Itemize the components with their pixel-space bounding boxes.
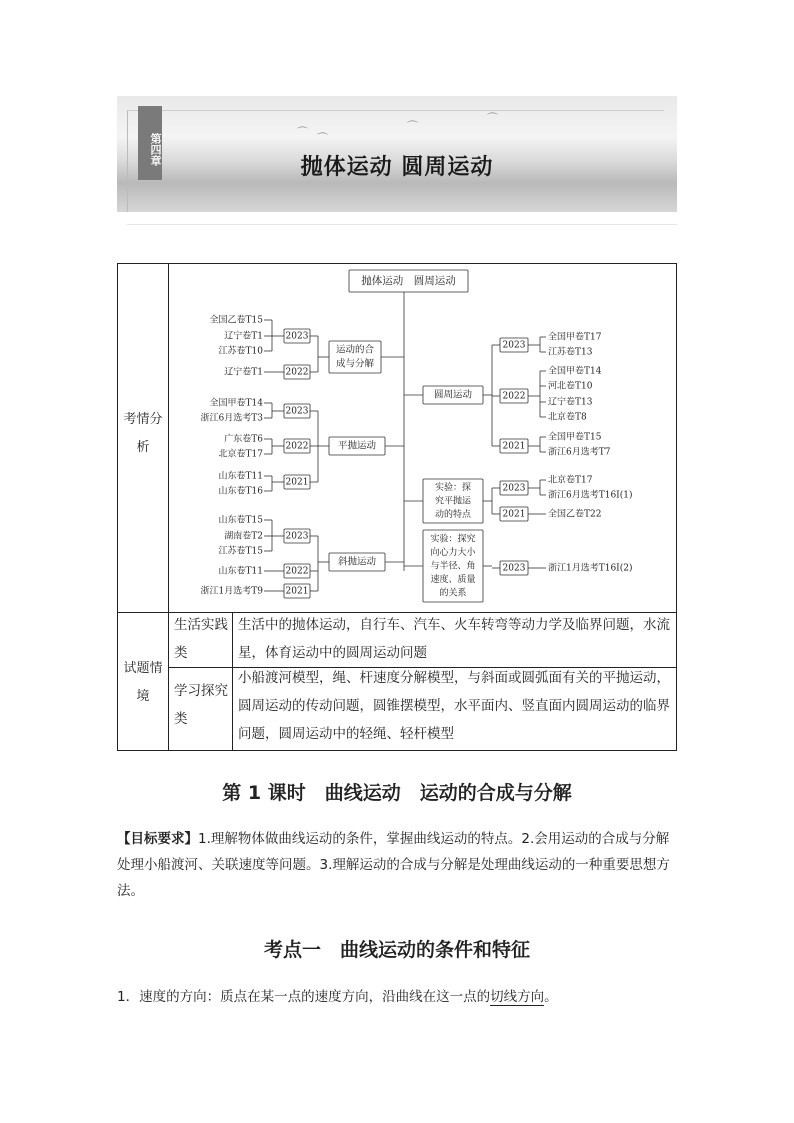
- year-label: 2022: [285, 367, 309, 378]
- situation-content: 生活中的抛体运动，自行车、汽车、火车转弯等动力学及临界问题，水流星，体育运动中的圆周运动问题: [238, 617, 670, 661]
- exam-item: 全国甲卷T15: [548, 432, 602, 443]
- point-1-prefix: 1．速度的方向：质点在某一点的速度方向，沿曲线在这一点的: [117, 989, 491, 1005]
- branch-label: 的关系: [439, 588, 467, 599]
- point-1-suffix: 。: [544, 989, 558, 1005]
- branch-label: 究平抛运: [434, 496, 472, 507]
- bird-icon: ⌒: [317, 132, 328, 145]
- exam-item: 全国乙卷T15: [209, 315, 263, 326]
- table-divider: [232, 612, 233, 751]
- situation-type: 学习探究类: [174, 683, 228, 727]
- branch-label: 实验：探究: [430, 534, 476, 545]
- year-label: 2023: [285, 531, 309, 542]
- lesson-title: 第 1 课时 曲线运动 运动的合成与分解: [222, 782, 572, 804]
- branch-label: 动的特点: [434, 510, 472, 520]
- branch-label: 与半径、角: [430, 561, 476, 572]
- exam-item: 全国甲卷T14: [548, 366, 602, 377]
- exam-item: 江苏卷T10: [218, 346, 263, 357]
- year-label: 2023: [502, 563, 526, 574]
- goals-text: 1.理解物体做曲线运动的条件，掌握曲线运动的特点。2.会用运动的合成与分解处理小船渡河、关联速度等问题。3.理解运动的合成与分解是处理曲线运动的一种重要思想方法。: [117, 831, 670, 899]
- exam-item: 山东卷T16: [218, 486, 263, 497]
- exam-item: 广东卷T6: [224, 434, 263, 445]
- exam-item: 辽宁卷T1: [224, 331, 263, 342]
- exam-item: 浙江6月选考T7: [548, 447, 611, 458]
- analysis-label: 考情分析: [123, 412, 163, 455]
- exam-item: 全国乙卷T22: [548, 509, 602, 520]
- year-label: 2021: [285, 586, 309, 597]
- exam-item: 辽宁卷T1: [224, 367, 263, 378]
- bird-icon: ⌒: [407, 120, 418, 133]
- year-label: 2022: [502, 391, 526, 402]
- year-label: 2023: [502, 340, 526, 351]
- exam-item: 北京卷T8: [548, 412, 587, 423]
- branch-label: 实验：探: [434, 483, 472, 493]
- branch-label: 成与分解: [335, 358, 375, 370]
- exam-item: 浙江6月选考T16Ⅰ(1): [548, 490, 633, 501]
- situation-content: 小船渡河模型，绳、杆速度分解模型，与斜面或圆弧面有关的平抛运动，圆周运动的传动问题，圆锥摆模型，水平面内、竖直面内圆周运动的临界问题，圆周运动中的轻绳、轻杆模型: [238, 670, 670, 742]
- branch-label: 向心力大小: [430, 548, 476, 558]
- year-label: 2022: [285, 441, 309, 452]
- section-title: 考点一 曲线运动的条件和特征: [263, 939, 530, 961]
- branch-label: 运动的合: [335, 344, 375, 356]
- exam-item: 北京卷T17: [218, 449, 263, 460]
- exam-item: 山东卷T11: [218, 566, 263, 577]
- exam-item: 江苏卷T15: [218, 546, 263, 557]
- exam-item: 全国甲卷T17: [548, 332, 602, 343]
- chapter-tag: 第四章: [138, 106, 162, 180]
- bird-icon: ⌒: [297, 126, 308, 139]
- chapter-title: 抛体运动 圆周运动: [300, 155, 494, 180]
- root-label: 抛体运动 圆周运动: [361, 275, 456, 287]
- branch-label: 平抛运动: [337, 440, 377, 452]
- year-label: 2021: [502, 509, 526, 520]
- point-1: [117, 985, 558, 1005]
- exam-item: 浙江1月选考T9: [200, 586, 263, 597]
- situation-label: 试题情境: [123, 661, 163, 704]
- exam-item: 山东卷T15: [218, 515, 263, 526]
- goals-label: 【目标要求】: [117, 831, 198, 847]
- year-label: 2021: [502, 441, 526, 452]
- year-label: 2023: [285, 406, 309, 417]
- exam-item: 河北卷T10: [548, 381, 593, 392]
- year-label: 2021: [285, 477, 309, 488]
- branch-label: 圆周运动: [433, 389, 473, 401]
- banner-divider: [127, 224, 677, 225]
- exam-item: 北京卷T17: [548, 475, 593, 486]
- goals-paragraph: [117, 826, 679, 904]
- situation-type: 生活实践类: [174, 617, 228, 661]
- exam-item: 浙江6月选考T3: [200, 413, 263, 424]
- branch-label: 斜抛运动: [337, 556, 377, 568]
- exam-item: 江苏卷T13: [548, 347, 593, 358]
- branch-label: 速度、质量: [430, 575, 476, 585]
- exam-item: 浙江1月选考T16Ⅰ(2): [548, 563, 633, 574]
- exam-item: 全国甲卷T14: [209, 398, 263, 409]
- bird-icon: ⌒: [487, 112, 498, 125]
- point-1-answer: 切线方向: [490, 989, 545, 1005]
- year-label: 2023: [285, 331, 309, 342]
- exam-item: 湖南卷T2: [224, 531, 263, 542]
- chapter-banner: [117, 96, 677, 212]
- exam-item: 山东卷T11: [218, 471, 263, 482]
- exam-item: 辽宁卷T13: [548, 397, 593, 408]
- year-label: 2023: [502, 483, 526, 494]
- year-label: 2022: [285, 566, 309, 577]
- knowledge-mindmap: [169, 264, 676, 611]
